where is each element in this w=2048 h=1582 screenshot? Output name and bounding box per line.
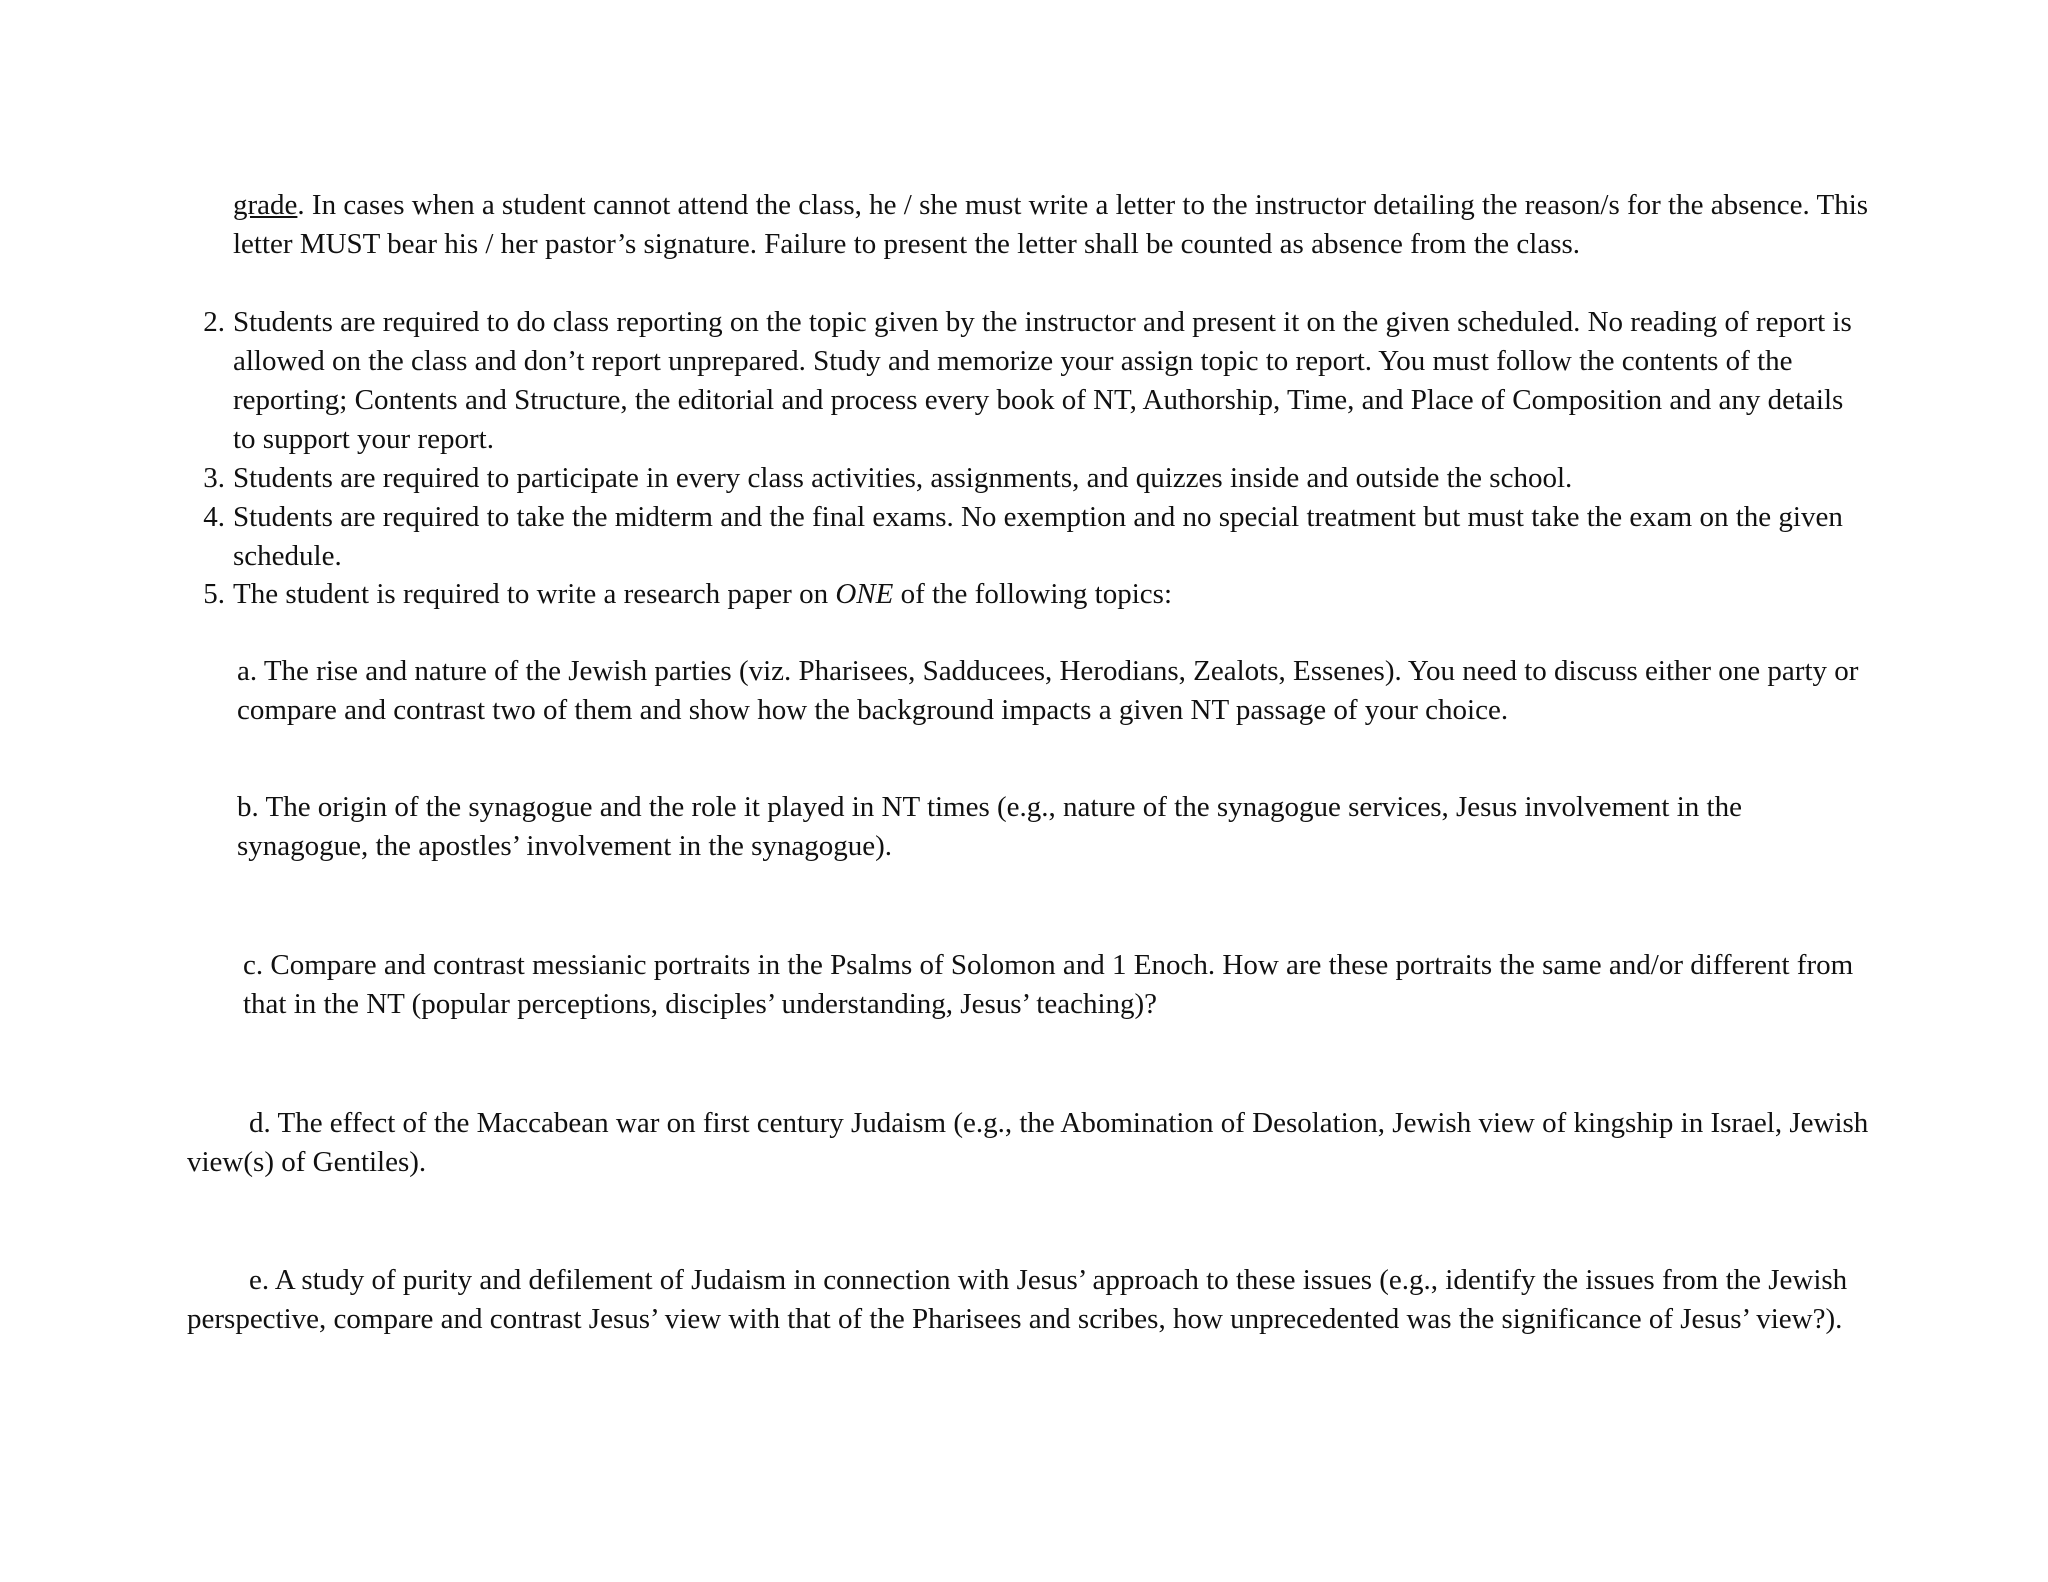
- requirement-2: [203, 303, 1873, 459]
- topic-text: b. The origin of the synagogue and the role it played in NT times (e.g., nature of the synagogue services, Jesus involvement in the synagogue, the apostles’ involvement in the synagogue).: [237, 791, 1742, 862]
- requirement-5: [203, 575, 1873, 614]
- requirement-number: 2.: [203, 306, 225, 338]
- topic-c: [243, 946, 1883, 1024]
- requirement-text: Students are required to take the midterm and the final exams. No exemption and no special treatment but must take the exam on the given schedule.: [233, 501, 1843, 572]
- requirement-text: Students are required to do class reporting on the topic given by the instructor and present it on the given scheduled. No reading of report is allowed on the class and don’t report unprepared. Study and memorize your assign topic to report. You must follow the contents of the reporting; Contents and Structure, the editorial and process every book of NT, Authorship, Time, and Place of Composition and any details to support your report.: [233, 306, 1852, 455]
- requirement-1-text: grade. In cases when a student cannot attend the class, he / she must write a letter to the instructor detailing the reason/s for the absence. This letter MUST bear his / her pastor’s signature. Failure to present the letter shall be counted as absence from the class.: [233, 189, 1869, 260]
- requirement-number: 3.: [203, 462, 225, 494]
- requirement-number: 4.: [203, 501, 225, 533]
- topic-text: e. A study of purity and defilement of Judaism in connection with Jesus’ approach to these issues (e.g., identify the issues from the Jewish perspective, compare and contrast Jesus’ view with that of the Pharisees and scribes, how unprecedented was the significance of Jesus’ view?).: [187, 1264, 1848, 1335]
- requirement-1-continuation: [233, 186, 1873, 264]
- topic-d: [187, 1104, 1887, 1182]
- topic-e: [187, 1261, 1887, 1339]
- requirement-4: [203, 498, 1873, 576]
- emphasis-one: ONE: [835, 578, 894, 610]
- topic-text: a. The rise and nature of the Jewish parties (viz. Pharisees, Sadducees, Herodians, Zealots, Essenes). You need to discuss either one party or compare and contrast two of them and show how the background impacts a given NT passage of your choice.: [237, 655, 1859, 726]
- topic-text: d. The effect of the Maccabean war on first century Judaism (e.g., the Abomination of Desolation, Jewish view of kingship in Israel, Jewish view(s) of Gentiles).: [187, 1107, 1869, 1178]
- requirement-text: The student is required to write a research paper on ONE of the following topics:: [233, 578, 1173, 610]
- requirement-3: [203, 459, 1873, 498]
- underlined-word: grade: [233, 189, 298, 221]
- topic-a: [237, 652, 1877, 730]
- topic-text: c. Compare and contrast messianic portraits in the Psalms of Solomon and 1 Enoch. How are these portraits the same and/or different from that in the NT (popular perceptions, disciples’ understanding, Jesus’ teaching)?: [243, 949, 1854, 1020]
- topic-b: [237, 788, 1877, 866]
- requirement-number: 5.: [203, 578, 225, 610]
- requirement-text: Students are required to participate in every class activities, assignments, and quizzes inside and outside the school.: [233, 462, 1573, 494]
